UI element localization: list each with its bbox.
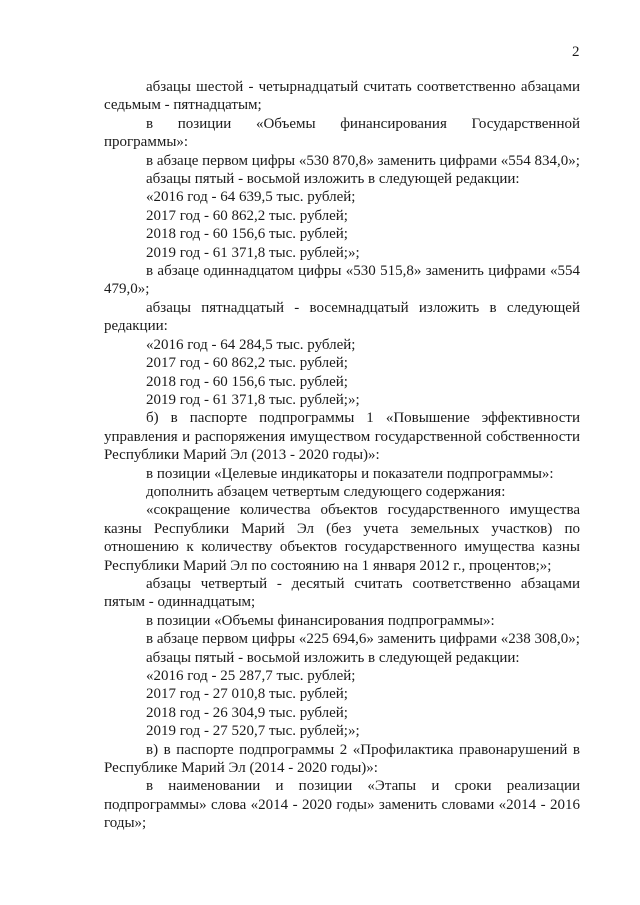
- paragraph: «сокращение количества объектов государственного имущества казны Республики Марий Эл (без учета земельных участков) по отношению к количеству объектов государственного имущества казны Республики Марий Эл по состоянию на 1 января 2012 г., процентов;»;: [104, 502, 580, 574]
- amount-line: 2019 год - 27 520,7 тыс. рублей;»;: [146, 723, 360, 740]
- paragraph: в абзаце первом цифры «530 870,8» заменить цифрами «554 834,0»;: [146, 152, 580, 169]
- paragraph: абзацы пятый - восьмой изложить в следующей редакции:: [146, 649, 520, 666]
- paragraph: в абзаце одиннадцатом цифры «530 515,8» заменить цифрами «554 479,0»;: [104, 263, 580, 298]
- document-body: [104, 78, 580, 833]
- amount-line: 2018 год - 60 156,6 тыс. рублей;: [146, 373, 348, 390]
- paragraph: абзацы четвертый - десятый считать соответственно абзацами пятым - одиннадцатым;: [104, 575, 580, 611]
- amount-line: 2019 год - 61 371,8 тыс. рублей;»;: [146, 391, 360, 408]
- paragraph: в позиции «Целевые индикаторы и показатели подпрограммы»:: [146, 465, 554, 482]
- amount-line: 2018 год - 26 304,9 тыс. рублей;: [146, 704, 348, 721]
- paragraph: абзацы пятнадцатый - восемнадцатый изложить в следующей редакции:: [104, 299, 580, 335]
- paragraph: в позиции «Объемы финансирования Государственной программы»:: [104, 115, 580, 151]
- amount-line: 2017 год - 60 862,2 тыс. рублей;: [146, 207, 348, 224]
- amount-line: «2016 год - 25 287,7 тыс. рублей;: [146, 668, 356, 684]
- page-number: 2: [572, 44, 580, 60]
- paragraph: в) в паспорте подпрограммы 2 «Профилактика правонарушений в Республике Марий Эл (2014 - 2020 годы)»:: [104, 741, 580, 777]
- paragraph: в позиции «Объемы финансирования подпрограммы»:: [146, 612, 495, 629]
- amount-line: 2019 год - 61 371,8 тыс. рублей;»;: [146, 244, 360, 261]
- amount-line: 2018 год - 60 156,6 тыс. рублей;: [146, 226, 348, 243]
- amount-line: 2017 год - 60 862,2 тыс. рублей;: [146, 355, 348, 372]
- paragraph: дополнить абзацем четвертым следующего содержания:: [146, 483, 506, 500]
- paragraph: в абзаце первом цифры «225 694,6» заменить цифрами «238 308,0»;: [146, 631, 580, 648]
- amount-line: «2016 год - 64 284,5 тыс. рублей;: [146, 336, 356, 353]
- paragraph: абзацы шестой - четырнадцатый считать соответственно абзацами седьмым - пятнадцатым;: [104, 79, 580, 114]
- paragraph: б) в паспорте подпрограммы 1 «Повышение эффективности управления и распоряжения имуществом государственной собственности Республики Марий Эл (2013 - 2020 годы)»:: [104, 410, 580, 464]
- paragraph: абзацы пятый - восьмой изложить в следующей редакции:: [146, 171, 520, 188]
- paragraph: в наименовании и позиции «Этапы и сроки реализации подпрограммы» слова «2014 - 2020 годы» заменить словами «2014 - 2016 годы»;: [104, 778, 580, 832]
- amount-line: 2017 год - 27 010,8 тыс. рублей;: [146, 686, 348, 703]
- amount-line: «2016 год - 64 639,5 тыс. рублей;: [146, 189, 356, 206]
